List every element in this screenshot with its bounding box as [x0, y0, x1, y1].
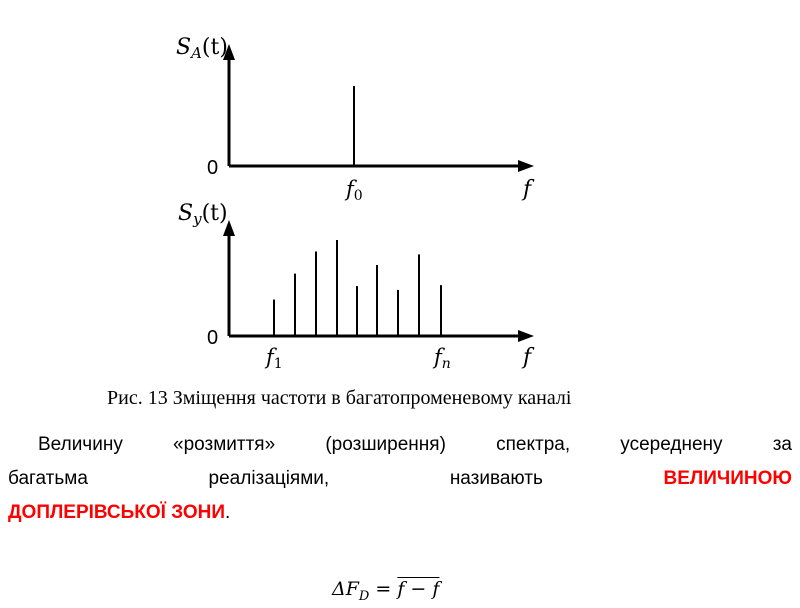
bottom-axis-title: Sy(t) — [178, 201, 228, 228]
bottom-graph — [178, 201, 535, 372]
bottom-end-label: fn — [434, 345, 451, 372]
paragraph-line-3 — [8, 496, 792, 530]
formula-rhs: f − f — [397, 578, 440, 600]
top-x-label: f — [523, 177, 532, 202]
figure-caption: Рис. 13 Зміщення частоти в багатопроменевому каналі — [107, 387, 572, 409]
top-x-arrow — [518, 160, 534, 172]
paragraph-line-2-text: багатьма реалізаціями, називають — [8, 468, 543, 489]
top-peak-label: f0 — [346, 177, 363, 204]
paragraph-line-1: Величину «розмиття» (розширення) спектра, усереднену за — [38, 434, 792, 455]
paragraph-line-2 — [8, 462, 792, 496]
paragraph-line-3-end: . — [225, 502, 231, 523]
bottom-spectral-lines — [274, 240, 441, 336]
formula-lhs-sub: D — [358, 588, 370, 604]
bottom-x-label: f — [523, 345, 532, 370]
top-graph — [176, 35, 535, 204]
bottom-x-arrow — [518, 330, 534, 342]
top-origin-label: 0 — [207, 157, 219, 179]
formula-eq: = — [375, 578, 392, 600]
highlight-term-part-2: ДОПЛЕРІВСЬКОЇ ЗОНИ — [8, 502, 226, 523]
highlight-term-part-1: ВЕЛИЧИНОЮ — [663, 468, 792, 489]
bottom-origin-label: 0 — [207, 327, 219, 349]
top-axis-title: SA(t) — [176, 35, 228, 62]
body-paragraph — [8, 428, 792, 530]
doppler-formula — [332, 578, 439, 608]
formula-lhs: ΔF — [332, 578, 359, 600]
bottom-start-label: f1 — [266, 345, 283, 372]
